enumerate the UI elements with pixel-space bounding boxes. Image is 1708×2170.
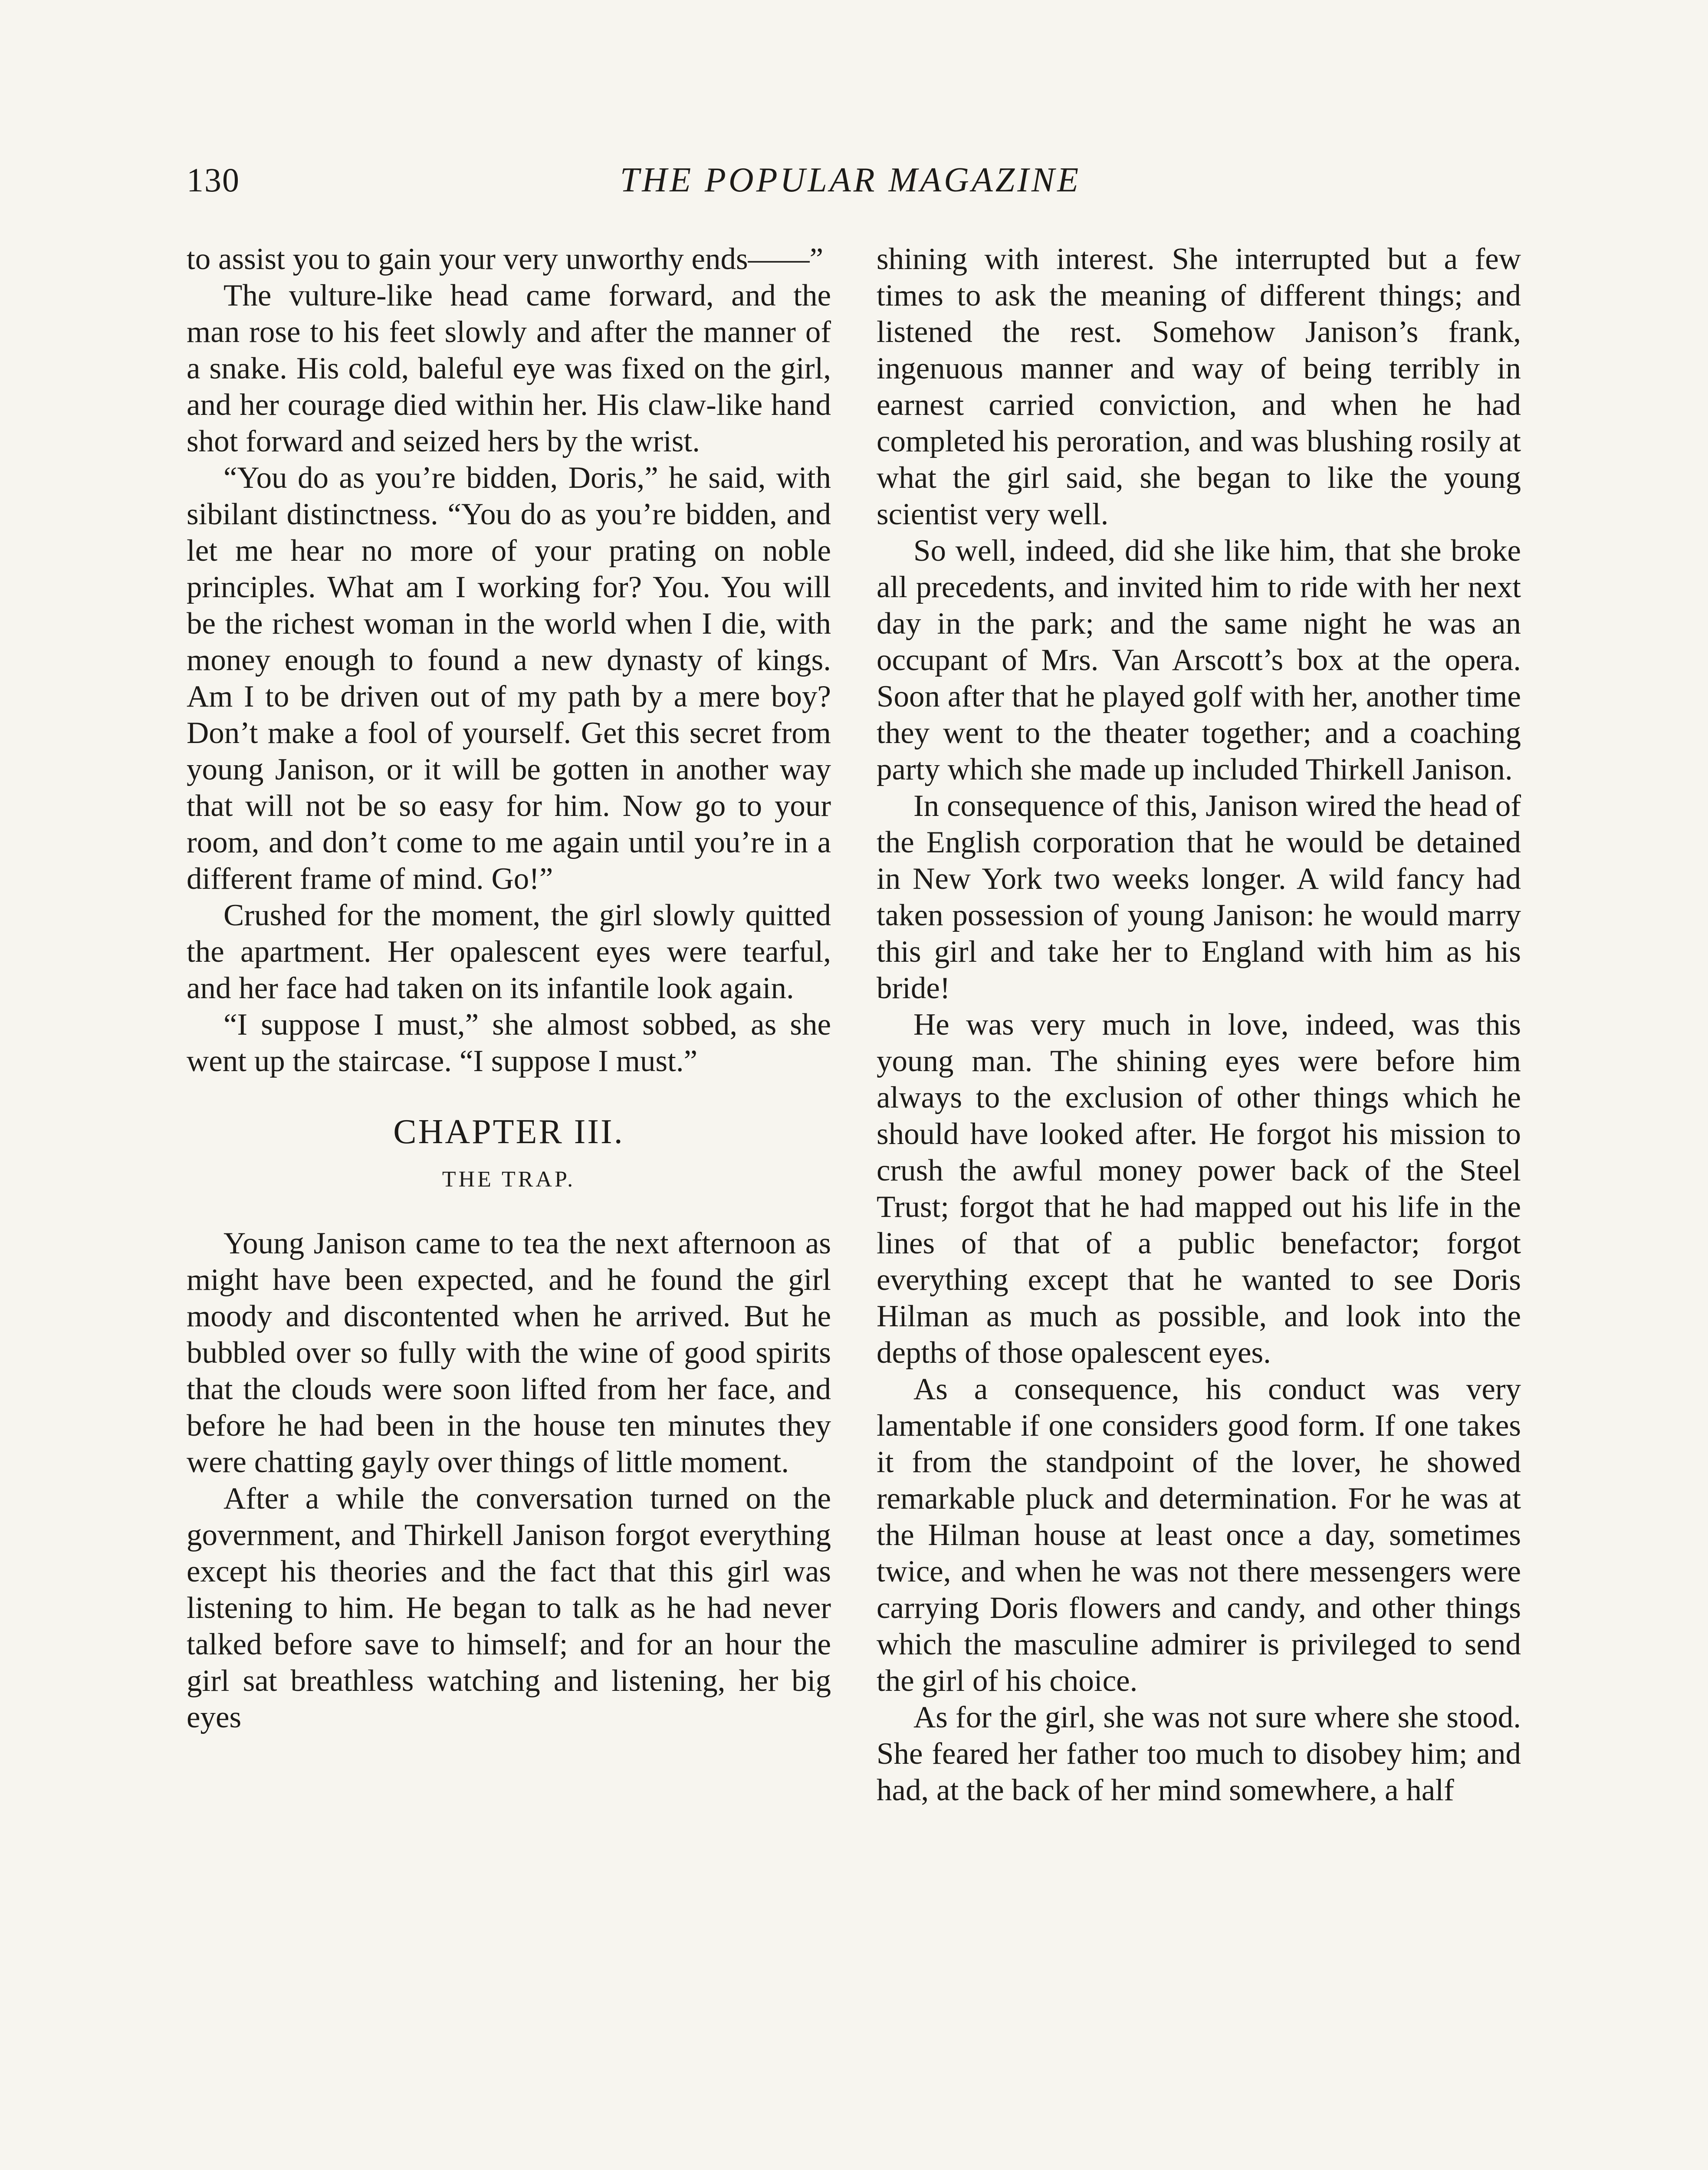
chapter-subtitle: THE TRAP. [442, 1167, 576, 1192]
paragraph: After a while the conversation turned on the government, and Thirkell Janison forgot everything except his theories and the fact that this girl was listening to him. He began to talk as he had never talked before save to himself; and for an hour the girl sat breathless watching and listening, her big eyes [187, 1482, 831, 1734]
left-column [187, 241, 831, 1736]
paragraph: “You do as you’re bidden, Doris,” he said, with sibilant distinctness. “You do as you’re bidden, and let me hear no more of your prating on noble principles. What am I working for? You. You will be the richest woman in the world when I die, with money enough to found a new dynasty of kings. Am I to be driven out of my path by a mere boy? Don’t make a fool of yourself. Get this secret from young Janison, or it will be gotten in another way that will not be so easy for him. Now go to your room, and don’t come to me again until you’re in a different frame of mind. Go!” [187, 461, 831, 896]
paragraph: shining with interest. She interrupted but a few times to ask the meaning of different things; and listened the rest. Somehow Janison’s frank, ingenuous manner and way of being terribly in earnest carried conviction, and when he had completed his peroration, and was blushing rosily at what the girl said, she began to like the young scientist very well. [877, 242, 1521, 531]
paragraph: “I suppose I must,” she almost sobbed, as she went up the staircase. “I suppose I must.” [187, 1008, 831, 1078]
paragraph: As a consequence, his conduct was very lamentable if one considers good form. If one takes it from the standpoint of the lover, he showed remarkable pluck and determination. For he was at the Hilman house at least once a day, sometimes twice, and when he was not there messengers were carrying Doris flowers and candy, and other things which the masculine admirer is privileged to send the girl of his choice. [877, 1372, 1521, 1698]
right-column [877, 241, 1521, 1808]
chapter-heading: CHAPTER III. [393, 1113, 624, 1151]
paragraph: In consequence of this, Janison wired the head of the English corporation that he would be detained in New York two weeks longer. A wild fancy had taken possession of young Janison: he would marry this girl and take her to England with him as his bride! [877, 789, 1521, 1005]
paragraph: Young Janison came to tea the next afternoon as might have been expected, and he found the girl moody and discontented when he arrived. But he bubbled over so fully with the wine of good spirits that the clouds were soon lifted from her face, and before he had been in the house ten minutes they were chatting gayly over things of little moment. [187, 1226, 831, 1479]
paragraph: The vulture-like head came forward, and the man rose to his feet slowly and after the manner of a snake. His cold, baleful eye was fixed on the girl, and her courage died within her. His claw-like hand shot forward and seized hers by the wrist. [187, 279, 831, 458]
magazine-title: THE POPULAR MAGAZINE [620, 161, 1081, 199]
paragraph: As for the girl, she was not sure where she stood. She feared her father too much to disobey him; and had, at the back of her mind somewhere, a half [877, 1700, 1521, 1807]
page-number: 130 [187, 161, 240, 199]
paragraph: to assist you to gain your very unworthy ends——” [187, 242, 824, 276]
paragraph: So well, indeed, did she like him, that she broke all precedents, and invited him to ride with her next day in the park; and the same night he was an occupant of Mrs. Van Arscott’s box at the opera. Soon after that he played golf with her, another time they went to the theater together; and a coaching party which she made up included Thirkell Janison. [877, 534, 1521, 786]
paragraph: Crushed for the moment, the girl slowly quitted the apartment. Her opalescent eyes were tearful, and her face had taken on its infantile look again. [187, 898, 831, 1005]
running-head [187, 161, 1514, 208]
paragraph: He was very much in love, indeed, was this young man. The shining eyes were before him always to the exclusion of other things which he should have looked after. He forgot his mission to crush the awful money power back of the Steel Trust; forgot that he had mapped out his life in the lines of that of a public benefactor; forgot everything except that he wanted to see Doris Hilman as much as possible, and look into the depths of those opalescent eyes. [877, 1008, 1521, 1370]
